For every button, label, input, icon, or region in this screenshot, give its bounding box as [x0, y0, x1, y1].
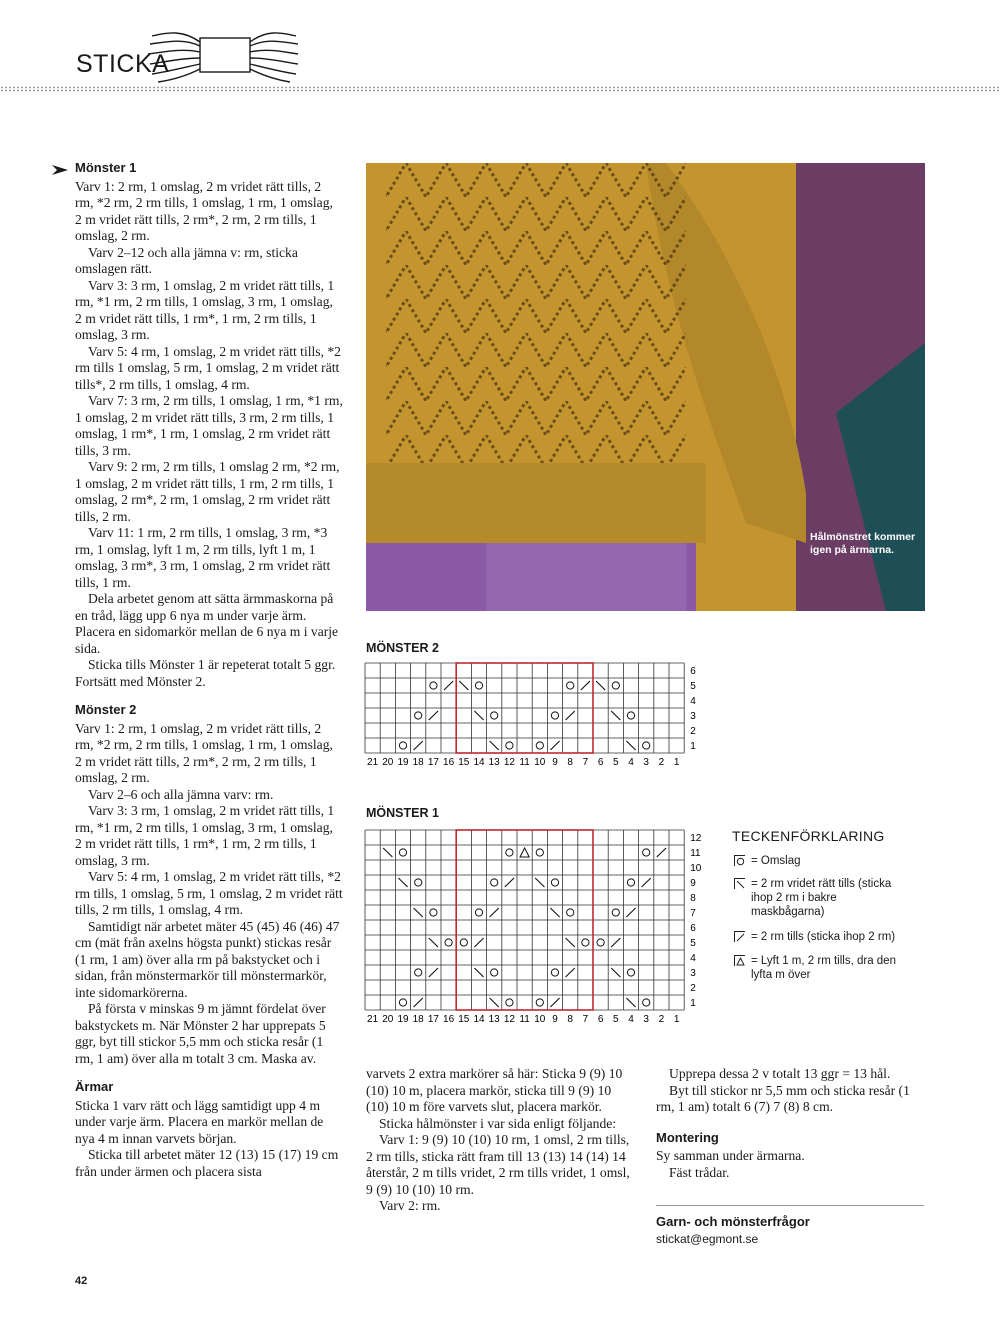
chart-column-label: 11 [519, 1014, 530, 1025]
paragraph: På första v minskas 9 m jämnt fördelat över bakstyckets m. När Mönster 2 har upprepats 5 ggr, byt till stickor 5,5 mm och sticka resår (1 rm, 1 am) över alla m totalt 3 cm. Maska av. [75, 1001, 326, 1066]
omslag-symbol [399, 742, 406, 749]
contact-email: stickat@egmont.se [656, 1232, 759, 1246]
knit-together-symbol [505, 878, 514, 887]
twisted-knit-together-symbol [490, 998, 499, 1007]
chart-row-label: 5 [690, 938, 696, 949]
knit-together-symbol [429, 711, 438, 720]
omslag-symbol [627, 969, 634, 976]
omslag-symbol [597, 939, 604, 946]
arrow-icon [52, 164, 70, 176]
knit-together-symbol [414, 998, 423, 1007]
chart-title: MÖNSTER 2 [366, 641, 439, 655]
chart-column-label: 20 [382, 757, 394, 768]
omslag-symbol [643, 999, 650, 1006]
paragraph: Varv 9: 2 rm, 2 rm tills, 1 omslag 2 rm, *2 rm, 1 omslag, 2 m vridet rätt tills, 1 rm, 2 rm tills, 1 omslag, 2 rm*, 2 rm, 1 omslag, 2 rm vridet rätt tills, 2 rm. [75, 459, 340, 524]
paragraph: Varv 2: rm. [379, 1198, 441, 1213]
chart-column-label: 18 [412, 757, 424, 768]
chart-column-label: 16 [443, 757, 455, 768]
chart-row-label: 7 [690, 908, 696, 919]
paragraph: Varv 5: 4 rm, 1 omslag, 2 m vridet rätt tills, *2 rm tills, 1 omslag, 5 rm, 1 omslag, 2 m vridet rätt tills, 2 rm tills, 1 omslag, 4 rm. [75, 869, 343, 917]
page-number: 42 [75, 1275, 88, 1287]
omslag-symbol [551, 712, 558, 719]
chart-row-label: 3 [690, 968, 696, 979]
knit-together-symbol [581, 681, 590, 690]
omslag-symbol [627, 712, 634, 719]
chart-column-label: 10 [534, 1014, 546, 1025]
m2-heading: Mönster 2 [75, 702, 137, 717]
twisted-knit-together-symbol [474, 968, 483, 977]
chart-row-label: 5 [690, 681, 696, 692]
middle-column [366, 1066, 634, 1215]
knit-together-symbol [474, 938, 483, 947]
legend-item [734, 954, 924, 984]
legend-text: = Lyft 1 m, 2 rm tills, dra den lyfta m över [751, 955, 896, 981]
chart-column-label: 21 [367, 757, 379, 768]
paragraph: Dela arbetet genom att sätta ärmmaskorna på en tråd, lägg upp 6 nya m under varje ärm. Placera en sidomarkör mellan de 6 nya m i varje sida. [75, 591, 339, 656]
omslag-symbol [567, 682, 574, 689]
twisted-knit-together-symbol [535, 878, 544, 887]
chart-column-label: 17 [427, 757, 439, 768]
omslag-symbol [567, 909, 574, 916]
chart-column-label: 5 [613, 1014, 619, 1025]
backslash-icon [734, 878, 745, 889]
omslag-symbol [536, 849, 543, 856]
omslag-symbol [445, 939, 452, 946]
knit-together-symbol [657, 848, 666, 857]
legend-item [734, 930, 924, 946]
omslag-symbol [536, 742, 543, 749]
chart-row-label: 4 [690, 953, 696, 964]
section-title: STICKA [76, 50, 170, 78]
armar-heading: Ärmar [75, 1079, 114, 1094]
omslag-symbol [612, 909, 619, 916]
chart-column-label: 12 [503, 1014, 515, 1025]
chart-column-label: 13 [488, 757, 500, 768]
chart-column-label: 11 [519, 757, 530, 768]
legend-item [734, 854, 924, 870]
knit-together-symbol [566, 711, 575, 720]
knit-together-symbol [626, 908, 635, 917]
twisted-knit-together-symbol [414, 908, 423, 917]
omslag-symbol [551, 879, 558, 886]
paragraph: Sticka 1 varv rätt och lägg samtidigt upp 4 m under varje ärm. Placera en markör mellan de nya 4 m innan varvets början. [75, 1097, 324, 1146]
chart-row-label: 10 [690, 863, 702, 874]
omslag-symbol [491, 879, 498, 886]
chart-column-label: 20 [382, 1014, 394, 1025]
omslag-symbol [399, 999, 406, 1006]
chart-column-label: 21 [367, 1014, 379, 1025]
omslag-symbol [643, 742, 650, 749]
chart-column-label: 3 [643, 757, 649, 768]
chart-column-label: 17 [427, 1014, 439, 1025]
chart-column-label: 13 [488, 1014, 500, 1025]
omslag-symbol [415, 712, 422, 719]
chart-column-label: 9 [552, 757, 558, 768]
chart-column-label: 6 [597, 757, 604, 768]
paragraph: Upprepa dessa 2 v totalt 13 ggr = 13 hål. [669, 1066, 891, 1081]
chart-column-label: 8 [567, 1014, 573, 1025]
legend-title: TECKENFÖRKLARING [732, 828, 885, 844]
twisted-knit-together-symbol [566, 938, 575, 947]
omslag-symbol [399, 849, 406, 856]
montering-heading: Montering [656, 1129, 719, 1145]
chart-column-label: 15 [458, 1014, 470, 1025]
m1-heading: Mönster 1 [75, 160, 137, 175]
omslag-symbol [430, 909, 437, 916]
paragraph: Varv 7: 3 rm, 2 rm tills, 1 omslag, 1 rm, *1 rm, 1 omslag, 2 m vridet rätt tills, 3 rm, 2 rm tills, 1 omslag, 1 rm*, 1 rm, 1 omslag, 2 rm vridet rätt tills, 3 rm. [75, 393, 343, 458]
contact-heading: Garn- och mönsterfrågor [656, 1214, 810, 1229]
omslag-icon [734, 855, 745, 866]
twisted-knit-together-symbol [383, 848, 392, 857]
omslag-symbol [612, 682, 619, 689]
chart-column-label: 7 [582, 757, 589, 768]
chart-title: MÖNSTER 1 [366, 806, 439, 820]
paragraph: Varv 11: 1 rm, 2 rm tills, 1 omslag, 3 rm, *3 rm, 1 omslag, lyft 1 m, 2 rm tills, lyft 1 m, 1 omslag, 3 rm*, 3 rm, 1 omslag, 2 rm vridet rätt tills, 1 rm. [75, 525, 331, 590]
chart-column-label: 8 [567, 757, 573, 768]
legend-item [734, 877, 924, 921]
chart-column-label: 6 [597, 1014, 604, 1025]
omslag-symbol [506, 849, 513, 856]
omslag-symbol [415, 969, 422, 976]
twisted-knit-together-symbol [429, 938, 438, 947]
knit-together-symbol [550, 998, 559, 1007]
omslag-symbol [582, 939, 589, 946]
left-column [75, 160, 343, 1180]
chart-row-label: 2 [690, 726, 696, 737]
legend-text: = 2 rm vridet rätt tills (sticka ihop 2 rm i bakre maskbågarna) [751, 878, 892, 918]
chart-column-label: 1 [673, 757, 680, 768]
knit-together-symbol [490, 908, 499, 917]
chart-row-label: 9 [690, 878, 696, 889]
knit-together-symbol [429, 968, 438, 977]
twisted-knit-together-symbol [611, 711, 620, 720]
paragraph: Sticka tills Mönster 1 är repeterat totalt 5 ggr. Fortsätt med Mönster 2. [75, 657, 336, 689]
twisted-knit-together-symbol [596, 681, 605, 690]
chart-column-label: 5 [613, 757, 619, 768]
header-rule [0, 86, 1000, 92]
chart-column-label: 15 [458, 757, 470, 768]
omslag-symbol [460, 939, 467, 946]
slash-icon [734, 931, 745, 942]
paragraph: Varv 2–12 och alla jämna v: rm, sticka omslagen rätt. [75, 244, 298, 276]
paragraph: Byt till stickor nr 5,5 mm och sticka resår (1 rm, 1 am) totalt 6 (7) 7 (8) 8 cm. [656, 1082, 910, 1114]
knit-together-symbol [611, 938, 620, 947]
chart-row-label: 6 [690, 923, 696, 934]
paragraph: Varv 3: 3 rm, 1 omslag, 2 m vridet rätt tills, 1 rm, *1 rm, 2 rm tills, 1 omslag, 3 rm, 1 omslag, 2 m vridet rätt tills, 1 rm*, 1 rm, 2 rm tills, 1 omslag, 3 rm. [75, 277, 335, 342]
paragraph: Samtidigt när arbetet mäter 45 (45) 46 (46) 47 cm (mät från axelns högsta punkt) stickas resår (1 rm, 1 am) över alla rm på bakstycket och i sidan, från mönstermarkör till mönstermarkör, inte sidomarkörerna. [75, 918, 340, 1000]
paragraph: Varv 1: 2 rm, 1 omslag, 2 m vridet rätt tills, 2 rm, *2 rm, 2 rm tills, 1 omslag, 1 rm, 1 omslag, 2 m vridet rätt tills, 2 rm*, 2 rm, 2 rm tills, 1 omslag, 2 rm. [75, 178, 333, 243]
chart-column-label: 14 [473, 757, 485, 768]
omslag-symbol [491, 969, 498, 976]
legend-text: = Omslag [751, 855, 801, 867]
paragraph: Sy samman under ärmarna. [656, 1148, 805, 1163]
knit-together-symbol [550, 741, 559, 750]
chart-column-label: 1 [673, 1014, 680, 1025]
omslag-symbol [506, 742, 513, 749]
chart-column-label: 16 [443, 1014, 455, 1025]
paragraph: Sticka hålmönster i var sida enligt följande: [379, 1115, 617, 1131]
chart-column-label: 4 [628, 1014, 634, 1025]
chart-row-label: 1 [690, 741, 696, 752]
paragraph: Varv 5: 4 rm, 1 omslag, 2 m vridet rätt tills, *2 rm tills 1 omslag, 5 rm, 1 omslag, 2 m vridet rätt tills*, 2 rm tills, 1 omslag, 4 rm. [75, 343, 341, 392]
chart-row-label: 2 [690, 983, 696, 994]
chart-column-label: 12 [503, 757, 515, 768]
photo-caption: Hålmönstret kommer igen på ärmarna. [810, 531, 916, 556]
twisted-knit-together-symbol [550, 908, 559, 917]
twisted-knit-together-symbol [474, 711, 483, 720]
chart-column-label: 7 [582, 1014, 589, 1025]
yarn-skein-icon [148, 28, 298, 84]
chart-column-label: 10 [534, 757, 546, 768]
omslag-symbol [475, 682, 482, 689]
chart-row-label: 4 [690, 696, 696, 707]
paragraph: Sticka till arbetet mäter 12 (13) 15 (17) 19 cm från under ärmen och placera sista [75, 1147, 339, 1179]
twisted-knit-together-symbol [459, 681, 468, 690]
legend-text: = 2 rm tills (sticka ihop 2 rm) [751, 931, 896, 943]
chart-row-label: 12 [690, 833, 702, 844]
paragraph: Varv 1: 9 (9) 10 (10) 10 rm, 1 omsl, 2 rm tills, 2 rm tills, sticka rätt fram till 13 (13) 14 (14) 14 återstår, 2 m tills vridet, 2 rm tills vridet, 1 omsl, 9 (9) 10 (10) 10 rm. [366, 1132, 630, 1197]
paragraph: Varv 1: 2 rm, 1 omslag, 2 m vridet rätt tills, 2 rm, *2 rm, 2 rm tills, 1 omslag, 1 rm, 1 omslag, 2 m vridet rätt tills, 2 rm*, 2 rm, 2 rm tills, 1 omslag, 2 rm. [75, 720, 333, 785]
chart-column-label: 14 [473, 1014, 485, 1025]
twisted-knit-together-symbol [490, 741, 499, 750]
divider [656, 1205, 924, 1206]
omslag-symbol [627, 879, 634, 886]
knit-together-symbol [642, 878, 651, 887]
twisted-knit-together-symbol [611, 968, 620, 977]
omslag-symbol [506, 999, 513, 1006]
knit-together-symbol [566, 968, 575, 977]
omslag-symbol [475, 909, 482, 916]
paragraph: Varv 2–6 och alla jämna varv: rm. [88, 786, 274, 802]
chart-row-label: 8 [690, 893, 696, 904]
omslag-symbol [643, 849, 650, 856]
omslag-symbol [415, 879, 422, 886]
chart-column-label: 18 [412, 1014, 424, 1025]
paragraph: Varv 3: 3 rm, 1 omslag, 2 m vridet rätt tills, 1 rm, *1 rm, 2 rm tills, 1 omslag, 3 rm, 1 omslag, 2 m vridet rätt tills, 1 rm*, 1 rm, 2 rm tills, 1 omslag, 3 rm. [75, 803, 335, 868]
chart-column-label: 2 [658, 1014, 665, 1025]
omslag-symbol [491, 712, 498, 719]
twisted-knit-together-symbol [398, 878, 407, 887]
chart-column-label: 4 [628, 757, 634, 768]
chart-column-label: 2 [658, 757, 665, 768]
paragraph: varvets 2 extra markörer så här: Sticka 9 (9) 10 (10) 10 m, placera markör, sticka till 9 (9) 10 (10) 10 m före varvets slut, placera markör. [366, 1066, 623, 1114]
chart-row-label: 3 [690, 711, 696, 722]
slip-pass-symbol [520, 848, 529, 857]
paragraph: Fäst trådar. [669, 1164, 730, 1180]
right-column [656, 1066, 926, 1181]
chart-column-label: 19 [397, 757, 409, 768]
chart-row-label: 1 [690, 998, 696, 1009]
knit-together-symbol [414, 741, 423, 750]
knit-together-symbol [444, 681, 453, 690]
pattern-chart-2 [360, 658, 705, 774]
pattern-chart-1 [360, 825, 705, 1031]
chart-row-label: 11 [690, 848, 701, 859]
omslag-symbol [551, 969, 558, 976]
omslag-symbol [536, 999, 543, 1006]
chart-column-label: 3 [643, 1014, 649, 1025]
omslag-symbol [430, 682, 437, 689]
chart-column-label: 9 [552, 1014, 558, 1025]
chart-row-label: 6 [690, 666, 696, 677]
twisted-knit-together-symbol [626, 741, 635, 750]
chart-column-label: 19 [397, 1014, 409, 1025]
twisted-knit-together-symbol [626, 998, 635, 1007]
triangle-icon [734, 955, 745, 966]
